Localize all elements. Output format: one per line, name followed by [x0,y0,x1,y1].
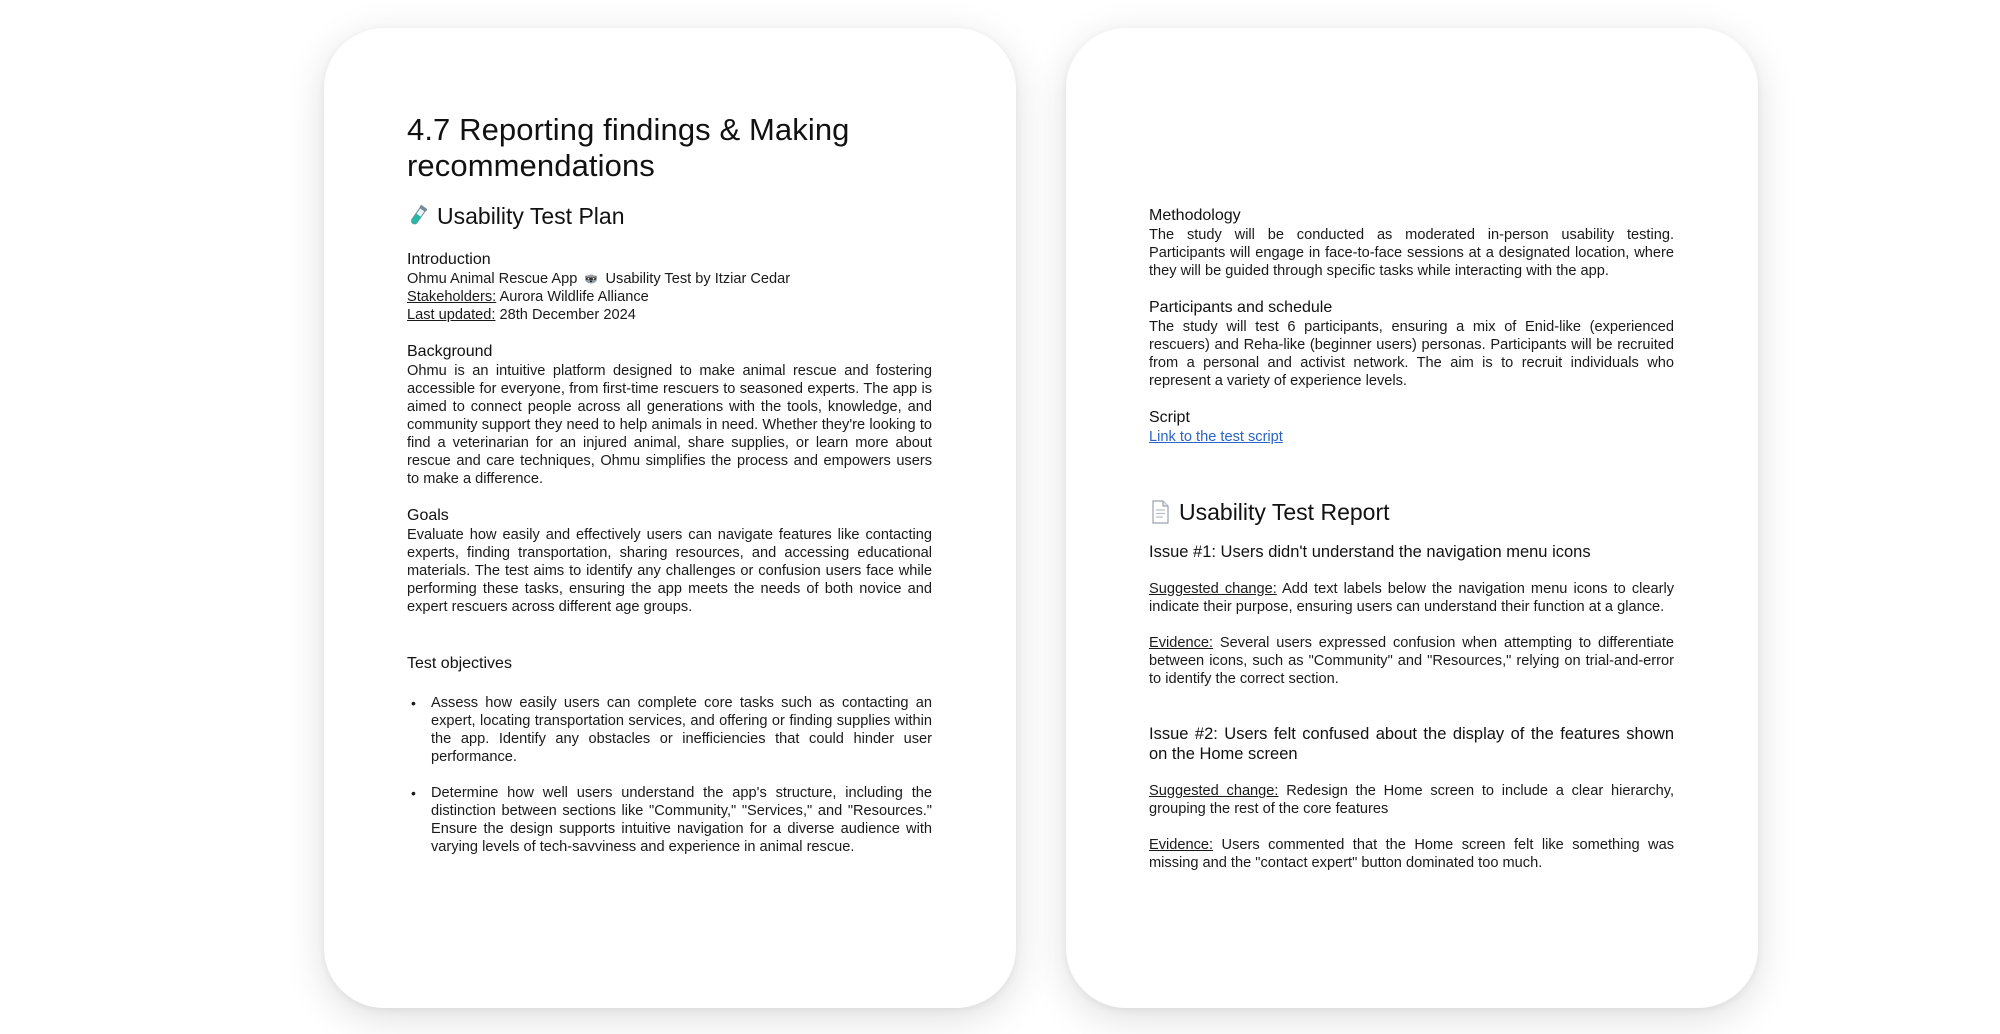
background-section [407,342,932,488]
intro-author: Usability Test by Itziar Cedar [605,271,791,287]
stakeholders-value: Aurora Wildlife Alliance [496,289,649,305]
participants-section [1149,298,1674,390]
methodology-text: The study will be conducted as moderated in-person usability testing. Participants will engage in face-to-face sessions at a designated location, where they will be guided through specific tasks while interacting with the app. [1149,227,1674,279]
plan-heading [407,202,932,230]
goals-heading: Goals [407,507,449,524]
stakeholders-label: Stakeholders: [407,289,497,305]
participants-heading: Participants and schedule [1149,299,1333,316]
issue-2-evidence [1149,836,1674,872]
last-updated-value: 28th December 2024 [495,307,636,323]
issue-2-evidence-text: Users commented that the Home screen felt like something was missing and the "contact expert" button dominated too much. [1149,837,1674,871]
issue-1-suggested-label: Suggested change: [1149,581,1277,597]
introduction-heading: Introduction [407,251,491,268]
issue-1-heading: Issue #1: Users didn't understand the navigation menu icons [1149,543,1591,561]
introduction-section [407,250,932,324]
page-left [324,28,1016,1008]
issue-2-suggested [1149,782,1674,818]
issue-2-evidence-label: Evidence: [1149,837,1214,853]
participants-text: The study will test 6 participants, ensuring a mix of Enid-like (experienced rescuers) and Reha-like (beginner users) personas. Participants will be recruited from a personal and activist network. The aim is to recruit individuals who represent a variety of experience levels. [1149,319,1674,389]
objectives-section [407,654,932,856]
goals-text: Evaluate how easily and effectively users can navigate features like contacting experts, finding transportation, sharing resources, and accessing educational materials. The test aims to identify any challenges or confusion users face while performing these tasks, ensuring the app meets the needs of both novice and expert rescuers across different age groups. [407,527,932,615]
report-heading-text: Usability Test Report [1179,499,1390,525]
plan-heading-text: Usability Test Plan [437,203,625,229]
raccoon-icon [583,271,599,283]
issue-1-evidence-text: Several users expressed confusion when attempting to differentiate between icons, such as "Community" and "Resources," relying on trial-and-error to identify the correct section. [1149,635,1674,687]
issue-2 [1149,724,1674,872]
background-heading: Background [407,343,493,360]
script-heading: Script [1149,409,1190,426]
last-updated-label: Last updated: [407,307,496,323]
issue-1-evidence-label: Evidence: [1149,635,1214,651]
page-left-content [407,112,932,874]
issue-2-suggested-text: Redesign the Home screen to include a clear hierarchy, grouping the rest of the core features [1149,783,1674,817]
last-updated-line [407,306,932,324]
script-section [1149,408,1674,446]
goals-section [407,506,932,616]
methodology-section [1149,206,1674,280]
methodology-heading: Methodology [1149,207,1241,224]
issue-2-heading: Issue #2: Users felt confused about the display of the features shown on the Home screen [1149,725,1674,763]
page-right [1066,28,1758,1008]
introduction-line1 [407,270,932,288]
intro-app-name: Ohmu Animal Rescue App [407,271,578,287]
issue-2-suggested-label: Suggested change: [1149,783,1279,799]
objectives-heading: Test objectives [407,655,512,672]
test-script-link[interactable]: Link to the test script [1149,429,1283,445]
report-heading [1149,498,1674,526]
issue-1-evidence [1149,634,1674,688]
issue-1-suggested [1149,580,1674,616]
issue-1-suggested-text: Add text labels below the navigation menu icons to clearly indicate their purpose, ensuring users can understand their function at a glance. [1149,581,1674,615]
objectives-list [407,694,932,856]
page-right-content [1149,206,1674,872]
issue-1 [1149,542,1674,688]
background-text: Ohmu is an intuitive platform designed to make animal rescue and fostering accessible for everyone, from first-time rescuers to seasoned experts. The app is aimed to connect people across all generations with the tools, knowledge, and community support they need to help animals in need. Whether they're looking to find a veterinarian for an injured animal, share supplies, or learn more about rescue and care techniques, Ohmu simplifies the process and empowers users to make a difference. [407,363,932,487]
document-icon [1149,500,1171,524]
test-tube-icon [407,204,429,228]
stakeholders-line [407,288,932,306]
objective-item-1: • Assess how easily users can complete core tasks such as contacting an expert, locating transportation services, and offering or finding supplies within the app. Identify any obstacles or inefficiencies that could hinder user performance. [407,694,932,766]
objective-item-2: • Determine how well users understand the app's structure, including the distinction between sections like "Community," "Services," and "Resources." Ensure the design supports intuitive navigation for a diverse audience with varying levels of tech-savviness and experience in animal rescue. [407,784,932,856]
doc-title: 4.7 Reporting findings & Making recommendations [407,112,850,183]
